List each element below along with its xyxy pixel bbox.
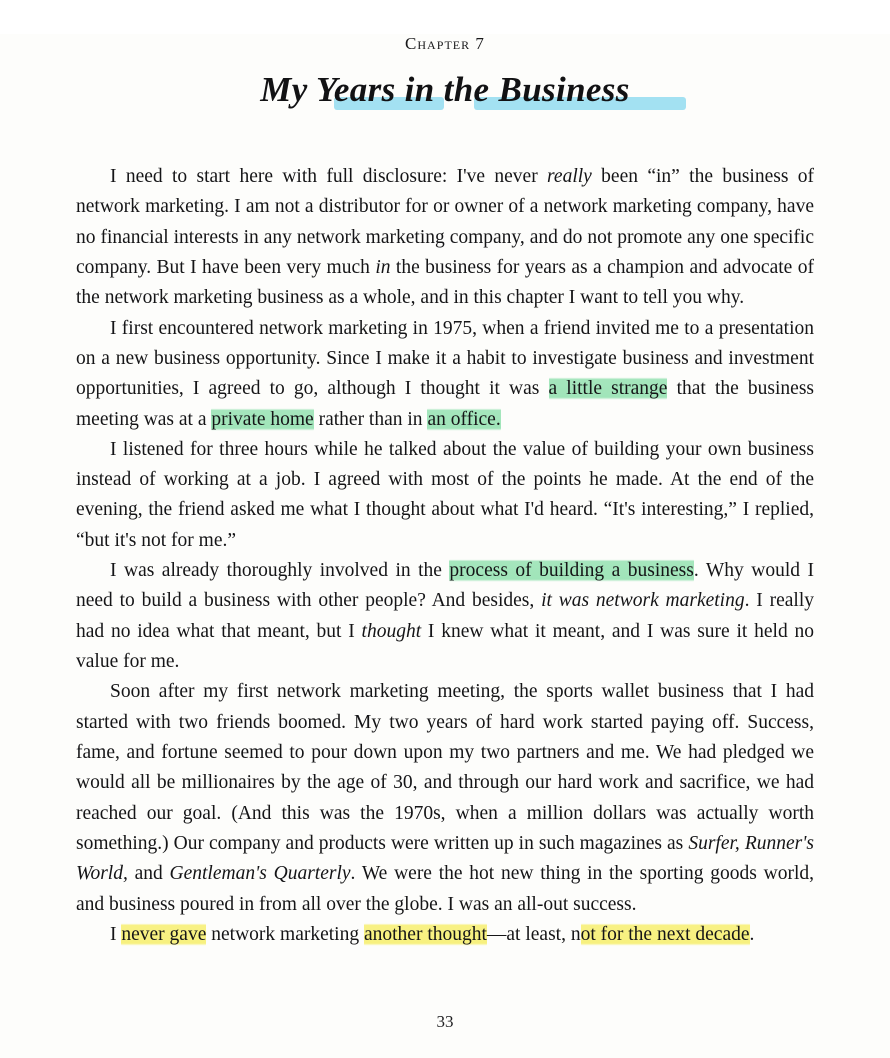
highlight-green-a-little-strange: a little strange (548, 378, 668, 400)
text-run: I first encountered network marketing in 1975, when a friend invited me to a presentation on a new business opportunity. Since I make it a habit to investigate business and investment opportunities, I agreed to go, although I thought it was (76, 317, 814, 400)
text-run: been “in” the business of network marketing. I am not a distributor for or owner of a network marketing company, have no financial interests in any network marketing company, and do not promote any one specific company. But I have been very much (76, 166, 815, 278)
highlight-green-an-office: an office. (427, 408, 501, 430)
highlight-yellow-never-gave: never gave (121, 923, 207, 945)
highlight-green-private-home: private home (211, 408, 314, 430)
text-run: . We were the hot new thing in the sporting goods world, and business poured in from all over the globe. I was an all-out success. (76, 863, 815, 915)
paragraph-4 (76, 556, 814, 677)
emphasis-gentlemans-quarterly: Gentleman's Quarterly (169, 863, 351, 885)
body-text (76, 162, 814, 950)
chapter-label: Chapter 7 (405, 34, 485, 53)
text-run: I need to start here with full disclosure: I've never (110, 166, 548, 187)
text-run: that the business meeting was at a (76, 378, 814, 430)
paragraph-3 (76, 435, 814, 556)
text-run: . (749, 923, 755, 945)
chapter-title-text: My Years in the Business (260, 70, 630, 109)
page-number: 33 (436, 1012, 454, 1031)
emphasis-it-was-network-marketing: it was network marketing (541, 590, 745, 612)
highlight-yellow-not-for-the-next-decade: ot for the next decade (580, 923, 750, 945)
paragraph-6 (76, 920, 814, 950)
paragraph-2 (76, 314, 814, 435)
text-run: Soon after my first network marketing meeting, the sports wallet business that I had started with two friends boomed. My two years of hard work started paying off. Success, fame, and fortune seemed to pour down upon my two partners and me. We had pledged we would all be millionaires by the age of 30, and through our hard work and sacrifice, we had reached our goal. (And this was the 1970s, when a million dollars was actually worth something.) Our company and products were written up in such magazines as (76, 681, 814, 854)
book-page (0, 34, 890, 1058)
emphasis-really: really (547, 166, 592, 187)
text-run: I (110, 923, 122, 945)
text-run: I listened for three hours while he talked about the value of building your own business instead of working at a job. I agreed with most of the points he made. At the end of the evening, the friend asked me what I thought about what I'd heard. “It's interesting,” I replied, “but it's not for me.” (76, 438, 814, 551)
page-title (76, 70, 814, 110)
text-run: I knew what it meant, and I was sure it held no value for me. (76, 620, 814, 672)
text-run: —at least, n (486, 923, 581, 945)
emphasis-thought: thought (361, 620, 422, 642)
text-run: I was already thoroughly involved in the (110, 560, 450, 582)
emphasis-magazine-titles: Surfer, Runner's World, (76, 832, 814, 885)
paragraph-1 (76, 162, 814, 314)
text-run: . I really had no idea what that meant, but I (76, 590, 814, 642)
text-run: the business for years as a champion and advocate of the network marketing business as a whole, and in this chapter I want to tell you why. (76, 256, 814, 309)
emphasis-in: in (375, 256, 391, 278)
text-run: network marketing (206, 923, 364, 945)
paragraph-5 (76, 677, 814, 920)
text-run: and (127, 863, 170, 885)
highlight-green-process-of-building-a-business: process of building a business (449, 560, 694, 582)
text-run: rather than in (313, 408, 428, 430)
text-run: . Why would I need to build a business with other people? And besides, (76, 560, 814, 612)
highlight-yellow-another-thought: another thought (363, 923, 487, 945)
